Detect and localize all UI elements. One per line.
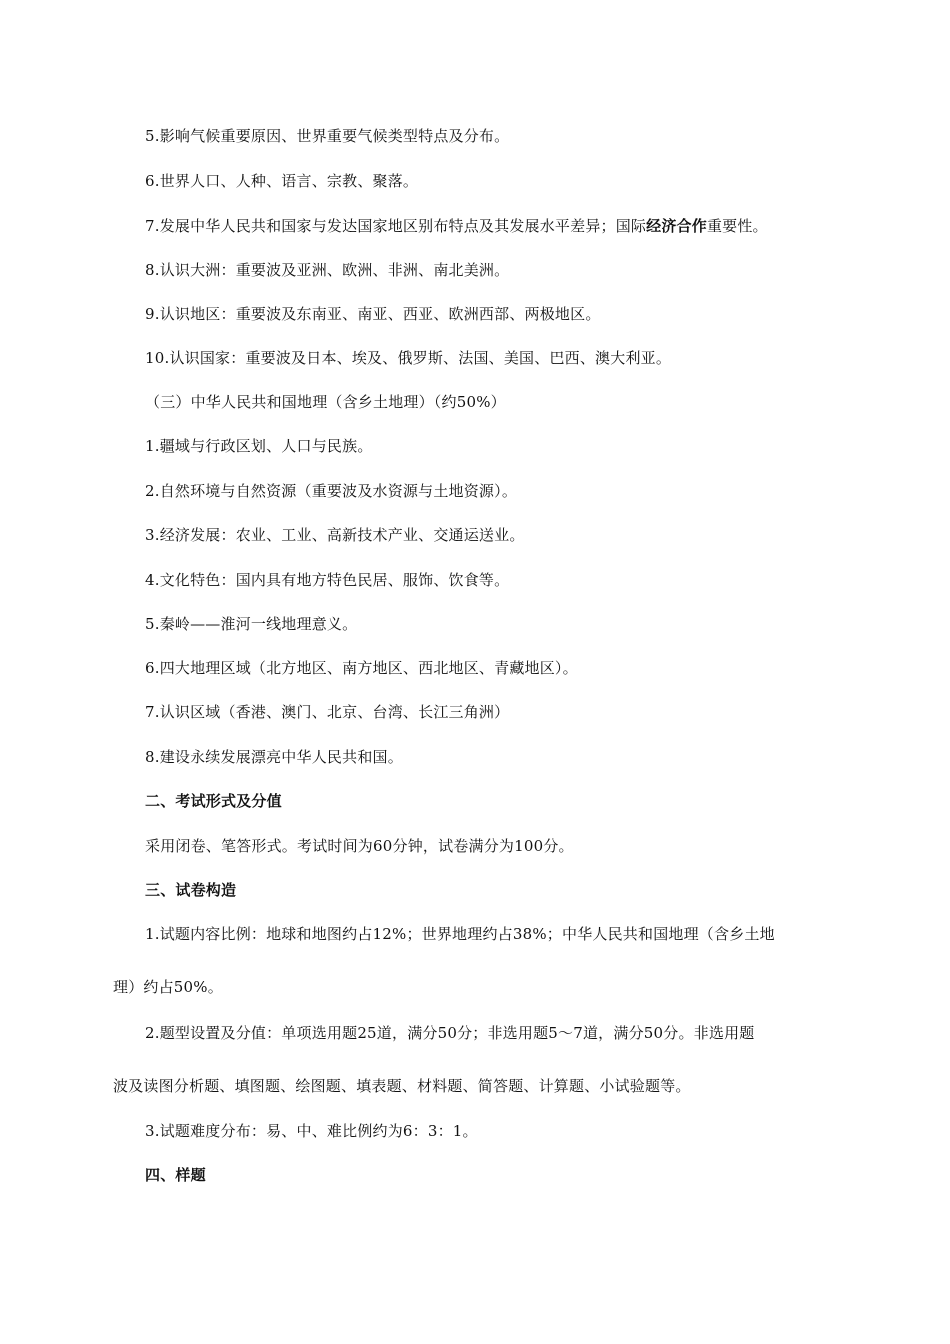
list-item: 8.建设永续发展漂亮中华人民共和国。: [145, 748, 403, 766]
paragraph-continuation: 理）约占50%。: [113, 978, 223, 996]
paragraph: 2.题型设置及分值：单项选用题25道，满分50分；非选用题5～7道，满分50分。非选用题: [145, 1024, 755, 1042]
paragraph: 1.试题内容比例：地球和地图约占12%；世界地理约占38%；中华人民共和国地理（含乡土地: [145, 925, 775, 943]
section-heading: 三、试卷构造: [145, 881, 237, 899]
section-heading: 二、考试形式及分值: [145, 792, 282, 810]
bold-phrase: 经济合作: [646, 217, 707, 235]
paragraph: 3.试题难度分布：易、中、难比例约为6：3：1。: [145, 1122, 478, 1140]
list-item: 2.自然环境与自然资源（重要波及水资源与土地资源）。: [145, 482, 518, 500]
paragraph: 采用闭卷、笔答形式。考试时间为60分钟，试卷满分为100分。: [145, 837, 574, 855]
paragraph-continuation: 波及读图分析题、填图题、绘图题、填表题、材料题、简答题、计算题、小试验题等。: [113, 1077, 691, 1095]
list-item: 6.世界人口、人种、语言、宗教、聚落。: [145, 172, 419, 190]
list-item: 9.认识地区：重要波及东南亚、南亚、西亚、欧洲西部、两极地区。: [145, 305, 601, 323]
list-item: 5.秦岭——淮河一线地理意义。: [145, 615, 358, 633]
list-item-text: 7.发展中华人民共和国家与发达国家地区别布特点及其发展水平差异；国际: [145, 217, 647, 235]
list-item: 5.影响气候重要原因、世界重要气候类型特点及分布。: [145, 127, 510, 145]
list-item: [145, 216, 768, 236]
list-item: 4.文化特色：国内具有地方特色民居、服饰、饮食等。: [145, 571, 510, 589]
list-item-text: 重要性。: [706, 217, 768, 235]
list-item: 1.疆域与行政区划、人口与民族。: [145, 437, 373, 455]
list-item: 3.经济发展：农业、工业、高新技术产业、交通运送业。: [145, 526, 525, 544]
list-item: 10.认识国家：重要波及日本、埃及、俄罗斯、法国、美国、巴西、澳大利亚。: [145, 349, 672, 367]
list-item: 7.认识区域（香港、澳门、北京、台湾、长江三角洲）: [145, 703, 510, 721]
subsection-heading: （三）中华人民共和国地理（含乡土地理）（约50%）: [145, 393, 506, 411]
section-heading: 四、样题: [145, 1166, 206, 1184]
list-item: 8.认识大洲：重要波及亚洲、欧洲、非洲、南北美洲。: [145, 261, 510, 279]
list-item: 6.四大地理区域（北方地区、南方地区、西北地区、青藏地区）。: [145, 659, 578, 677]
